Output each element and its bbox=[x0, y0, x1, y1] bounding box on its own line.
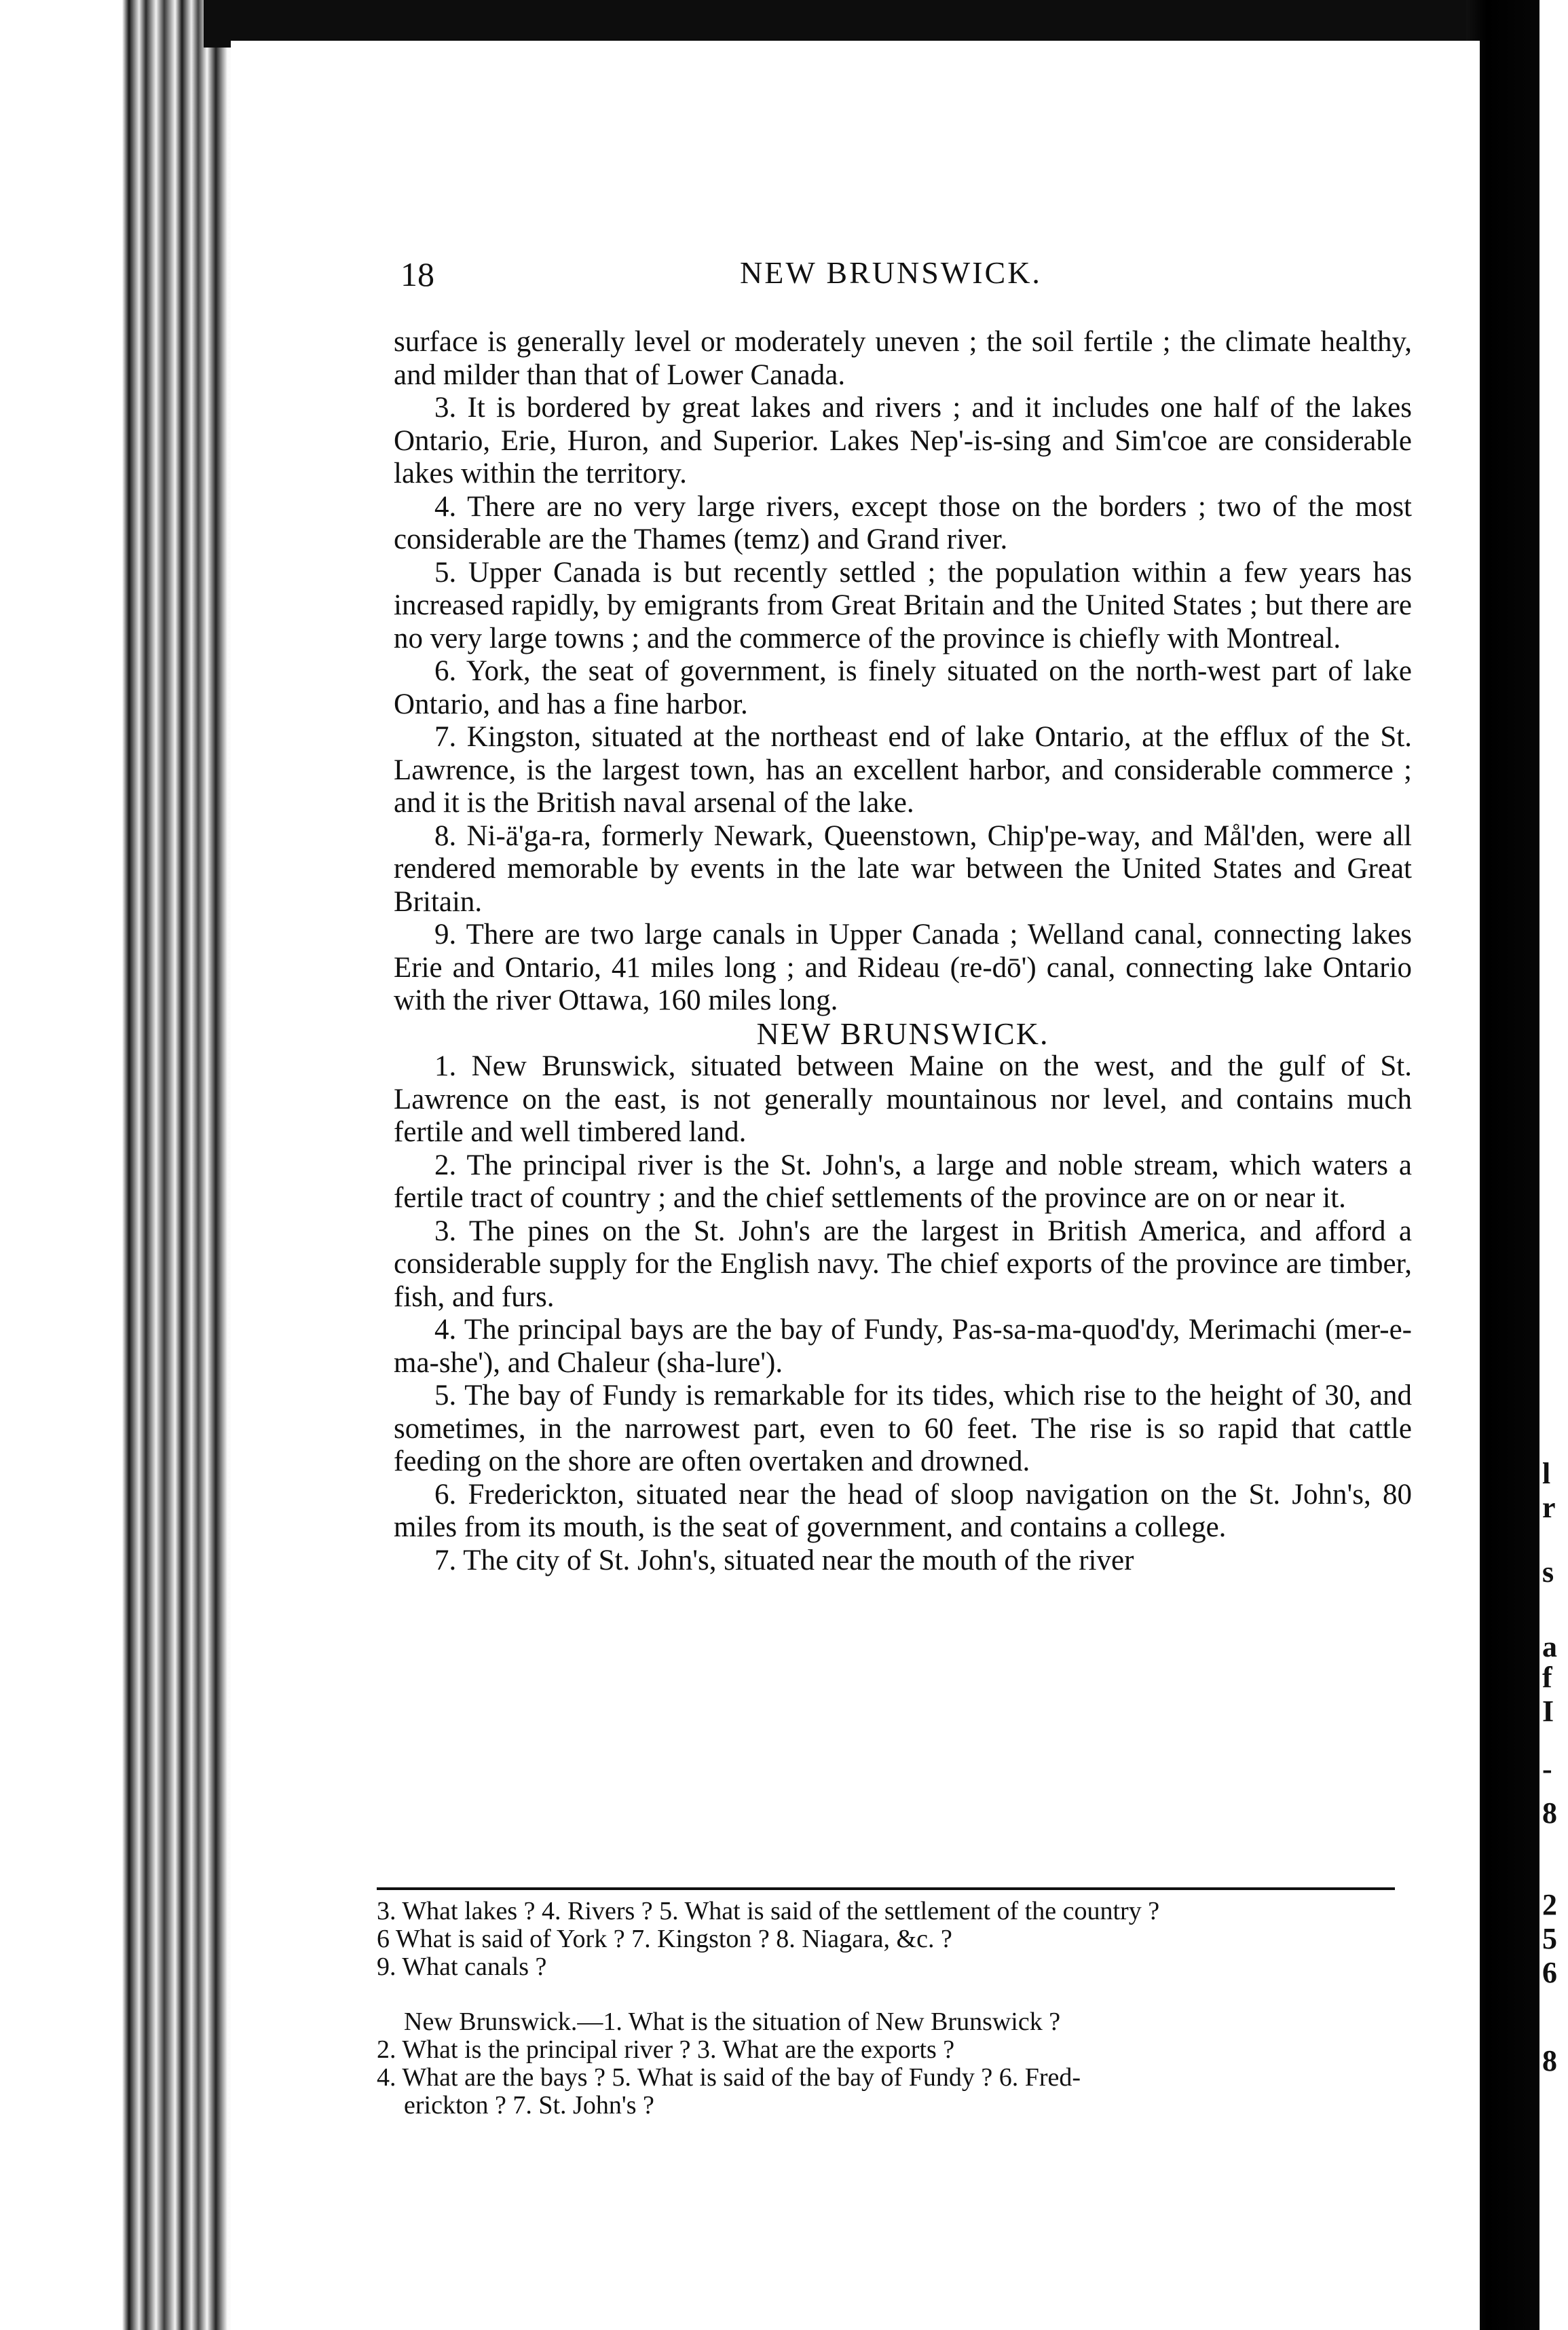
paragraph: 1. New Brunswick, situated between Maine on the west, and the gulf of St. Lawrence on the east, is not generally mountainous nor level, and contains much fertile and well timbered land. bbox=[394, 1050, 1412, 1148]
margin-glyph: - bbox=[1542, 1752, 1552, 1786]
book-binding bbox=[0, 0, 244, 2330]
margin-glyph: l bbox=[1542, 1457, 1551, 1490]
paragraph: 4. The principal bays are the bay of Fundy, Pas-sa-ma-quod'dy, Merimachi (mer-e-ma-she'), and Chaleur (sha-lure'). bbox=[394, 1314, 1412, 1379]
margin-glyph: 8 bbox=[1542, 2044, 1557, 2077]
margin-glyph: 5 bbox=[1542, 1922, 1557, 1955]
question-line: 2. What is the principal river ? 3. What are the exports ? bbox=[377, 2035, 955, 2064]
margin-glyph: 8 bbox=[1542, 1796, 1557, 1830]
paragraph: 2. The principal river is the St. John's, a large and noble stream, which waters a fertile tract of country ; and the chief settlements of the province are on or near it. bbox=[394, 1149, 1412, 1214]
page-number: 18 bbox=[400, 255, 434, 293]
running-head: NEW BRUNSWICK. bbox=[740, 255, 1042, 290]
question-line: 3. What lakes ? 4. Rivers ? 5. What is said of the settlement of the country ? bbox=[377, 1897, 1160, 1925]
margin-glyph: 6 bbox=[1542, 1956, 1557, 1989]
question-line: 9. What canals ? bbox=[377, 1953, 547, 1981]
margin-glyph: a bbox=[1542, 1630, 1557, 1663]
page-body bbox=[394, 326, 1412, 1577]
margin-glyph: r bbox=[1542, 1491, 1556, 1524]
facing-page-margin bbox=[1539, 0, 1568, 2330]
question-line: New Brunswick.—1. What is the situation of New Brunswick ? bbox=[404, 2008, 1061, 2036]
paragraph: 6. York, the seat of government, is finely situated on the north-west part of lake Ontario, and has a fine harbor. bbox=[394, 655, 1412, 720]
margin-glyph: f bbox=[1542, 1661, 1552, 1694]
paragraph: 7. The city of St. John's, situated near the mouth of the river bbox=[434, 1544, 1134, 1576]
paragraph: 5. The bay of Fundy is remarkable for its tides, which rise to the height of 30, and sometimes, in the narrowest part, even to 60 feet. The rise is so rapid that cattle feeding on the shore are often overtaken and drowned. bbox=[394, 1380, 1412, 1477]
paragraph: 5. Upper Canada is but recently settled ; the population within a few years has increased rapidly, by emigrants from Great Britain and the United States ; but there are no very large towns ; and the commerce of the province is chiefly with Montreal. bbox=[394, 556, 1412, 654]
paragraph: 7. Kingston, situated at the northeast end of lake Ontario, at the efflux of the St. Lawrence, is the largest town, has an excellent harbor, and considerable commerce ; and it is the British naval arsenal of the lake. bbox=[394, 721, 1412, 819]
paragraph: 8. Ni-ä'ga-ra, formerly Newark, Queenstown, Chip'pe-way, and Mål'den, were all rendered memorable by events in the late war between the United States and Great Britain. bbox=[394, 819, 1412, 918]
margin-glyph: s bbox=[1542, 1555, 1554, 1589]
paragraph: 4. There are no very large rivers, except those on the borders ; two of the most considerable are the Thames (temz) and Grand river. bbox=[394, 490, 1412, 555]
review-questions bbox=[377, 1898, 1395, 2120]
question-line: 6 What is said of York ? 7. Kingston ? 8. Niagara, &c. ? bbox=[377, 1925, 952, 1953]
page-header bbox=[400, 255, 1405, 302]
section-title: NEW BRUNSWICK. bbox=[756, 1016, 1049, 1051]
paragraph: 3. The pines on the St. John's are the largest in British America, and afford a considerable supply for the English navy. The chief exports of the province are timber, fish, and furs. bbox=[394, 1215, 1412, 1313]
paragraph: 3. It is bordered by great lakes and rivers ; and it includes one half of the lakes Ontario, Erie, Huron, and Superior. Lakes Nep'-is-sing and Sim'coe are considerable lakes within the territory. bbox=[394, 392, 1412, 489]
question-line: erickton ? 7. St. John's ? bbox=[404, 2091, 654, 2120]
question-line: 4. What are the bays ? 5. What is said of the bay of Fundy ? 6. Fred- bbox=[377, 2063, 1081, 2092]
paragraph: 6. Frederickton, situated near the head of sloop navigation on the St. John's, 80 miles from its mouth, is the seat of government, and contains a college. bbox=[394, 1478, 1412, 1543]
footnote-rule bbox=[377, 1887, 1395, 1890]
margin-glyph: 2 bbox=[1542, 1888, 1557, 1921]
paragraph: surface is generally level or moderately uneven ; the soil fertile ; the climate healthy, and milder than that of Lower Canada. bbox=[394, 326, 1412, 391]
paragraph: 9. There are two large canals in Upper Canada ; Welland canal, connecting lakes Erie and Ontario, 41 miles long ; and Rideau (re-dō') canal, connecting lake Ontario with the river Ottawa, 160 miles long. bbox=[394, 919, 1412, 1016]
margin-glyph: I bbox=[1542, 1695, 1554, 1728]
